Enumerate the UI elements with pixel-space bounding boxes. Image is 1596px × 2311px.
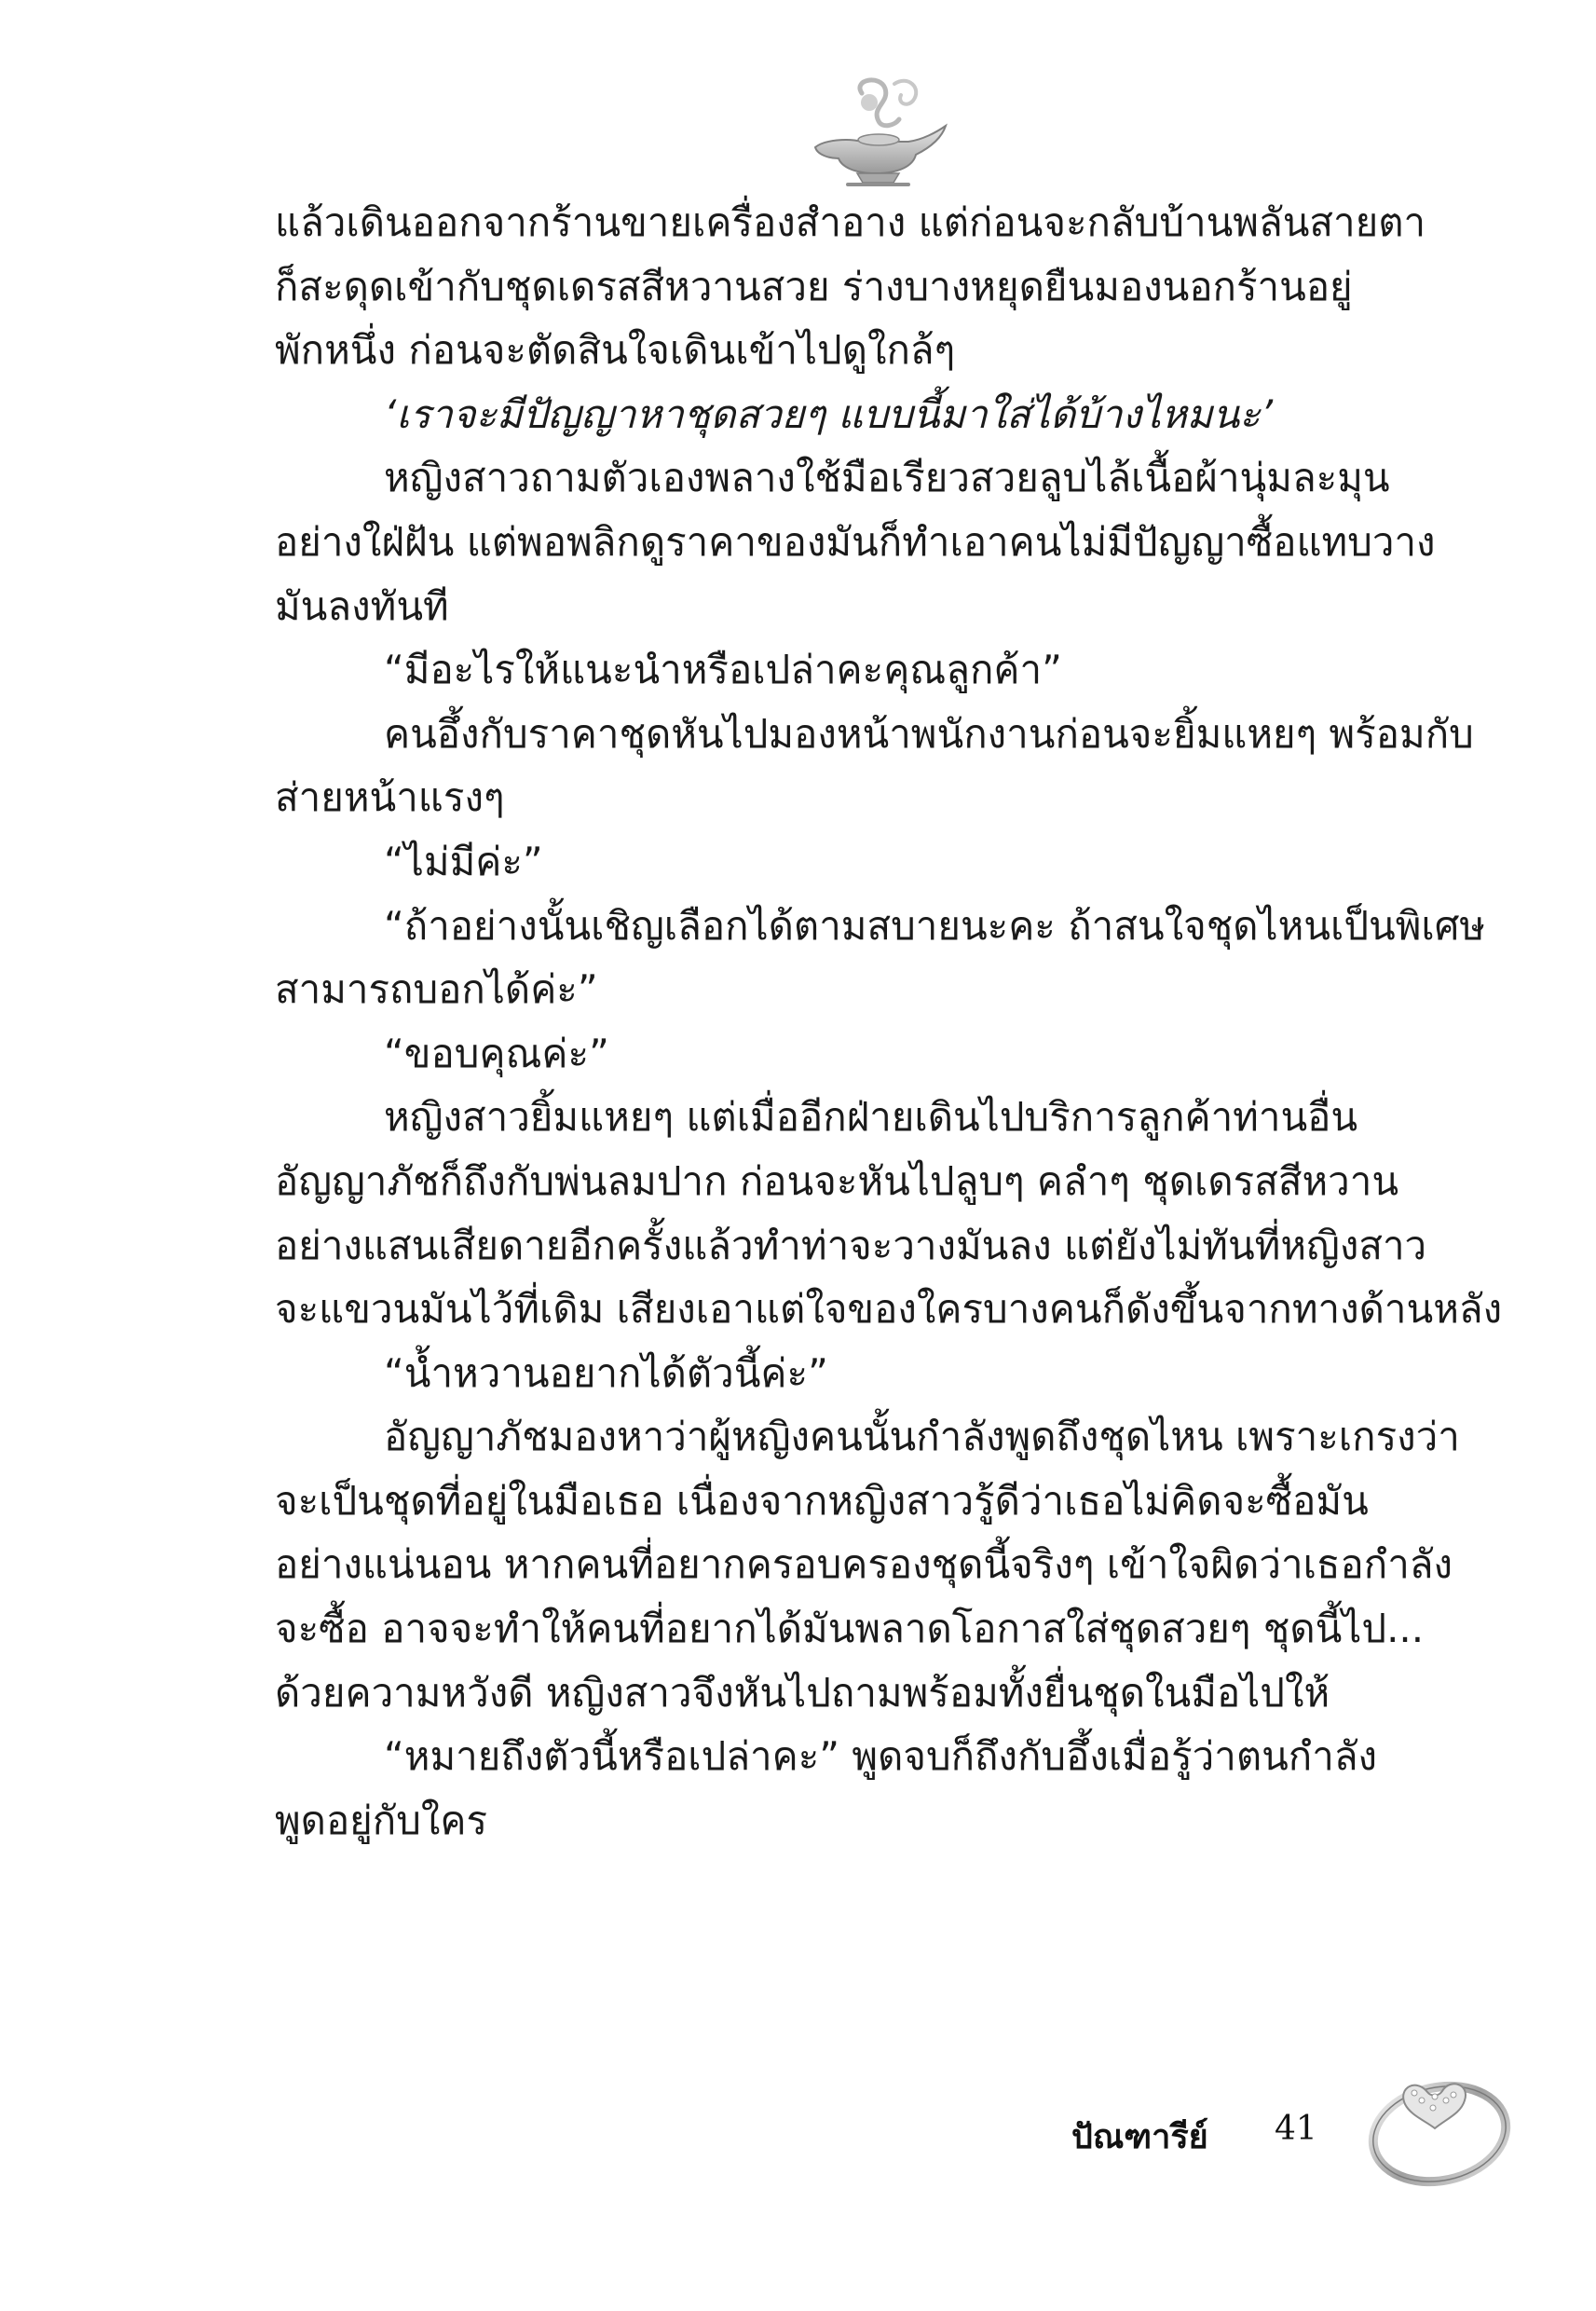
diamond-ring-icon xyxy=(1360,2059,1519,2195)
text-line-dialogue: “ไม่มีค่ะ” xyxy=(384,838,543,884)
text-line: พักหนึ่ง ก่อนจะตัดสินใจเดินเข้าไปดูใกล้ๆ xyxy=(275,327,956,374)
text-line: ด้วยความหวังดี หญิงสาวจึงหันไปถามพร้อมทั้งยื่นชุดในมือไปให้ xyxy=(275,1669,1330,1716)
text-line: อย่างแน่นอน หากคนที่อยากครอบครองชุดนี้จริงๆ เข้าใจผิดว่าเธอกำลัง xyxy=(275,1541,1453,1588)
page-number: 41 xyxy=(1275,2110,1317,2148)
text-line: แล้วเดินออกจากร้านขายเครื่องสำอาง แต่ก่อนจะกลับบ้านพลันสายตา xyxy=(275,199,1426,245)
text-line: จะเป็นชุดที่อยู่ในมือเธอ เนื่องจากหญิงสาวรู้ดีว่าเธอไม่คิดจะซื้อมัน xyxy=(275,1477,1369,1524)
text-line-dialogue: “น้ำหวานอยากได้ตัวนี้ค่ะ” xyxy=(384,1349,828,1396)
text-line-dialogue: “ถ้าอย่างนั้นเชิญเลือกได้ตามสบายนะคะ ถ้าสนใจชุดไหนเป็นพิเศษ xyxy=(384,902,1486,949)
footer-book-title: ปัณฑารีย์ xyxy=(1071,2118,1208,2156)
text-line: พูดอยู่กับใคร xyxy=(275,1797,488,1843)
text-line: อย่างแสนเสียดายอีกครั้งแล้วทำท่าจะวางมันลง แต่ยังไม่ทันที่หญิงสาว xyxy=(275,1222,1427,1268)
text-line: หญิงสาวยิ้มแหยๆ แต่เมื่ออีกฝ่ายเดินไปบริการลูกค้าท่านอื่น xyxy=(384,1094,1358,1141)
text-line-thought: ‘เราจะมีปัญญาหาชุดสวยๆ แบบนี้มาใส่ได้บ้างไหมนะ’ xyxy=(384,390,1274,437)
text-line: ก็สะดุดเข้ากับชุดเดรสสีหวานสวย ร่างบางหยุดยืนมองนอกร้านอยู่ xyxy=(275,263,1353,309)
text-line: อย่างใฝ่ฝัน แต่พอพลิกดูราคาของมันก็ทำเอาคนไม่มีปัญญาซื้อแทบวาง xyxy=(275,518,1436,565)
genie-lamp-icon xyxy=(797,75,955,191)
text-line: อัญญาภัชมองหาว่าผู้หญิงคนนั้นกำลังพูดถึงชุดไหน เพราะเกรงว่า xyxy=(384,1414,1460,1460)
text-line: อัญญาภัชก็ถึงกับพ่นลมปาก ก่อนจะหันไปลูบๆ คลำๆ ชุดเดรสสีหวาน xyxy=(275,1157,1399,1204)
text-line: สามารถบอกได้ค่ะ” xyxy=(275,966,598,1013)
text-line: จะซื้อ อาจจะทำให้คนที่อยากได้มันพลาดโอกาสใส่ชุดสวยๆ ชุดนี้ไป... xyxy=(275,1606,1425,1652)
text-line: คนอึ้งกับราคาชุดหันไปมองหน้าพนักงานก่อนจะยิ้มแหยๆ พร้อมกับ xyxy=(384,710,1474,757)
text-line-dialogue: “มีอะไรให้แนะนำหรือเปล่าคะคุณลูกค้า” xyxy=(384,647,1062,693)
text-line-dialogue: “ขอบคุณค่ะ” xyxy=(384,1030,609,1076)
body-text xyxy=(275,191,1503,1853)
text-line: หญิงสาวถามตัวเองพลางใช้มือเรียวสวยลูบไล้เนื้อผ้านุ่มละมุน xyxy=(384,455,1390,501)
text-line: ส่ายหน้าแรงๆ xyxy=(275,774,505,821)
text-line: มันลงทันที xyxy=(275,582,449,629)
text-line: จะแขวนมันไว้ที่เดิม เสียงเอาแต่ใจของใครบางคนก็ดังขึ้นจากทางด้านหลัง xyxy=(275,1286,1503,1333)
text-line-dialogue: “หมายถึงตัวนี้หรือเปล่าคะ” พูดจบก็ถึงกับอึ้งเมื่อรู้ว่าตนกำลัง xyxy=(384,1733,1378,1780)
